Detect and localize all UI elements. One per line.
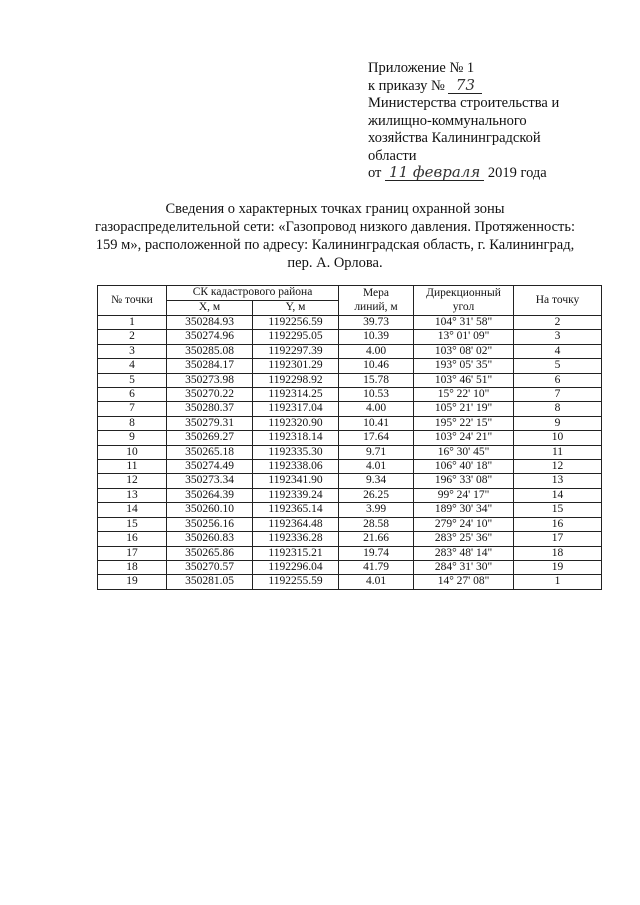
cell-direction-angle: 104° 31' 58" — [414, 316, 514, 330]
header-x: X, м — [167, 301, 253, 316]
table-row — [98, 388, 602, 402]
cell-to-point: 8 — [514, 402, 602, 416]
order-reference — [368, 75, 628, 96]
cell-y: 1192318.14 — [253, 431, 339, 445]
cell-direction-angle: 14° 27' 08" — [414, 575, 514, 589]
cell-y: 1192338.06 — [253, 460, 339, 474]
table-row — [98, 402, 602, 416]
cell-point-number: 3 — [98, 344, 167, 358]
cell-x: 350284.93 — [167, 316, 253, 330]
date-handwritten: 11 февраля — [385, 165, 484, 181]
table-row — [98, 546, 602, 560]
cell-to-point: 16 — [514, 517, 602, 531]
table-body — [98, 316, 602, 590]
cell-x: 350265.86 — [167, 546, 253, 560]
header-to-point: На точку — [514, 286, 602, 316]
cell-direction-angle: 105° 21' 19" — [414, 402, 514, 416]
cell-direction-angle: 284° 31' 30" — [414, 560, 514, 574]
cell-x: 350264.39 — [167, 488, 253, 502]
cell-direction-angle: 16° 30' 45" — [414, 445, 514, 459]
cell-to-point: 17 — [514, 532, 602, 546]
table-row — [98, 474, 602, 488]
title-line-1: Сведения о характерных точках границ охранной зоны — [165, 201, 505, 217]
cell-y: 1192335.30 — [253, 445, 339, 459]
cell-point-number: 15 — [98, 517, 167, 531]
document-title — [70, 200, 600, 272]
header-length-line-1: Мера — [362, 287, 390, 300]
cell-line-length: 4.00 — [339, 402, 414, 416]
cell-point-number: 4 — [98, 359, 167, 373]
cell-y: 1192298.92 — [253, 373, 339, 387]
cell-y: 1192341.90 — [253, 474, 339, 488]
cell-to-point: 15 — [514, 503, 602, 517]
cell-y: 1192255.59 — [253, 575, 339, 589]
cell-direction-angle: 189° 30' 34" — [414, 503, 514, 517]
cell-y: 1192339.24 — [253, 488, 339, 502]
table-row — [98, 445, 602, 459]
header-y: Y, м — [253, 301, 339, 316]
cell-line-length: 15.78 — [339, 373, 414, 387]
order-number-handwritten: 73 — [448, 78, 482, 94]
header-line-length — [339, 286, 414, 316]
header-point-number: № точки — [98, 286, 167, 316]
order-date — [368, 165, 628, 183]
cell-line-length: 17.64 — [339, 431, 414, 445]
cell-point-number: 1 — [98, 316, 167, 330]
cell-direction-angle: 106° 40' 18" — [414, 460, 514, 474]
cell-to-point: 10 — [514, 431, 602, 445]
table-row — [98, 316, 602, 330]
cell-x: 350273.98 — [167, 373, 253, 387]
cell-point-number: 10 — [98, 445, 167, 459]
cell-line-length: 10.39 — [339, 330, 414, 344]
cell-point-number: 2 — [98, 330, 167, 344]
cell-direction-angle: 193° 05' 35" — [414, 359, 514, 373]
cell-point-number: 11 — [98, 460, 167, 474]
cell-direction-angle: 15° 22' 10" — [414, 388, 514, 402]
header-cadastral-system: СК кадастрового района — [167, 286, 339, 301]
boundary-points-table — [97, 285, 602, 590]
cell-y: 1192301.29 — [253, 359, 339, 373]
table-row — [98, 488, 602, 502]
cell-x: 350281.05 — [167, 575, 253, 589]
cell-direction-angle: 99° 24' 17" — [414, 488, 514, 502]
cell-direction-angle: 103° 08' 02" — [414, 344, 514, 358]
cell-to-point: 1 — [514, 575, 602, 589]
cell-line-length: 39.73 — [339, 316, 414, 330]
cell-line-length: 9.34 — [339, 474, 414, 488]
cell-x: 350285.08 — [167, 344, 253, 358]
table-row — [98, 344, 602, 358]
cell-to-point: 13 — [514, 474, 602, 488]
cell-point-number: 18 — [98, 560, 167, 574]
cell-point-number: 6 — [98, 388, 167, 402]
cell-direction-angle: 103° 46' 51" — [414, 373, 514, 387]
cell-y: 1192297.39 — [253, 344, 339, 358]
table-row — [98, 416, 602, 430]
cell-direction-angle: 283° 48' 14" — [414, 546, 514, 560]
header-length-line-2: линий, м — [354, 300, 398, 313]
cell-x: 350280.37 — [167, 402, 253, 416]
cell-x: 350256.16 — [167, 517, 253, 531]
cell-x: 350273.34 — [167, 474, 253, 488]
date-suffix: 2019 года — [484, 165, 547, 181]
header-direction-angle — [414, 286, 514, 316]
cell-y: 1192295.05 — [253, 330, 339, 344]
cell-line-length: 10.53 — [339, 388, 414, 402]
cell-to-point: 4 — [514, 344, 602, 358]
cell-x: 350274.96 — [167, 330, 253, 344]
table-row — [98, 373, 602, 387]
cell-y: 1192317.04 — [253, 402, 339, 416]
table-row — [98, 532, 602, 546]
appendix-header — [368, 60, 628, 183]
cell-to-point: 2 — [514, 316, 602, 330]
title-line-4: пер. А. Орлова. — [287, 255, 383, 271]
cell-to-point: 14 — [514, 488, 602, 502]
cell-y: 1192256.59 — [253, 316, 339, 330]
cell-x: 350270.22 — [167, 388, 253, 402]
cell-x: 350265.18 — [167, 445, 253, 459]
cell-direction-angle: 283° 25' 36" — [414, 532, 514, 546]
cell-x: 350279.31 — [167, 416, 253, 430]
table-row — [98, 575, 602, 589]
title-line-3: 159 м», расположенной по адресу: Калининградская область, г. Калининград, — [95, 237, 575, 253]
cell-point-number: 14 — [98, 503, 167, 517]
cell-y: 1192315.21 — [253, 546, 339, 560]
header-angle-line-2: угол — [452, 300, 475, 313]
table-row — [98, 460, 602, 474]
cell-x: 350274.49 — [167, 460, 253, 474]
cell-point-number: 8 — [98, 416, 167, 430]
cell-to-point: 7 — [514, 388, 602, 402]
cell-y: 1192320.90 — [253, 416, 339, 430]
cell-y: 1192314.25 — [253, 388, 339, 402]
cell-point-number: 19 — [98, 575, 167, 589]
ministry-line-4: области — [368, 147, 417, 164]
cell-y: 1192364.48 — [253, 517, 339, 531]
table-row — [98, 560, 602, 574]
title-line-2: газораспределительной сети: «Газопровод низкого давления. Протяженность: — [95, 219, 575, 235]
cell-x: 350269.27 — [167, 431, 253, 445]
cell-line-length: 10.46 — [339, 359, 414, 373]
table-row — [98, 359, 602, 373]
cell-point-number: 7 — [98, 402, 167, 416]
cell-x: 350270.57 — [167, 560, 253, 574]
cell-direction-angle: 195° 22' 15" — [414, 416, 514, 430]
cell-line-length: 21.66 — [339, 532, 414, 546]
cell-line-length: 28.58 — [339, 517, 414, 531]
table-row — [98, 503, 602, 517]
cell-direction-angle: 279° 24' 10" — [414, 517, 514, 531]
cell-to-point: 11 — [514, 445, 602, 459]
ministry-line-3: хозяйства Калининградской — [368, 130, 541, 146]
cell-y: 1192365.14 — [253, 503, 339, 517]
cell-y: 1192336.28 — [253, 532, 339, 546]
table-row — [98, 330, 602, 344]
cell-line-length: 4.01 — [339, 575, 414, 589]
cell-to-point: 5 — [514, 359, 602, 373]
cell-line-length: 26.25 — [339, 488, 414, 502]
appendix-title: Приложение № 1 — [368, 60, 475, 76]
cell-point-number: 13 — [98, 488, 167, 502]
cell-point-number: 17 — [98, 546, 167, 560]
cell-y: 1192296.04 — [253, 560, 339, 574]
cell-line-length: 41.79 — [339, 560, 414, 574]
cell-line-length: 9.71 — [339, 445, 414, 459]
cell-direction-angle: 103° 24' 21" — [414, 431, 514, 445]
cell-direction-angle: 196° 33' 08" — [414, 474, 514, 488]
cell-to-point: 3 — [514, 330, 602, 344]
cell-to-point: 9 — [514, 416, 602, 430]
ministry-line-2: жилищно-коммунального — [368, 112, 527, 129]
date-prefix: от — [368, 165, 386, 181]
cell-point-number: 9 — [98, 431, 167, 445]
cell-to-point: 19 — [514, 560, 602, 574]
table-row — [98, 517, 602, 531]
order-prefix: к приказу № — [368, 77, 449, 94]
cell-line-length: 19.74 — [339, 546, 414, 560]
header-angle-line-1: Дирекционный — [426, 287, 501, 300]
cell-point-number: 12 — [98, 474, 167, 488]
ministry-line-1: Министерства строительства и — [368, 95, 560, 111]
cell-x: 350260.83 — [167, 532, 253, 546]
cell-x: 350260.10 — [167, 503, 253, 517]
cell-to-point: 12 — [514, 460, 602, 474]
cell-direction-angle: 13° 01' 09" — [414, 330, 514, 344]
cell-point-number: 5 — [98, 373, 167, 387]
cell-to-point: 18 — [514, 546, 602, 560]
table-row — [98, 431, 602, 445]
cell-line-length: 4.00 — [339, 344, 414, 358]
cell-line-length: 3.99 — [339, 503, 414, 517]
cell-line-length: 4.01 — [339, 460, 414, 474]
cell-x: 350284.17 — [167, 359, 253, 373]
cell-point-number: 16 — [98, 532, 167, 546]
cell-to-point: 6 — [514, 373, 602, 387]
cell-line-length: 10.41 — [339, 416, 414, 430]
